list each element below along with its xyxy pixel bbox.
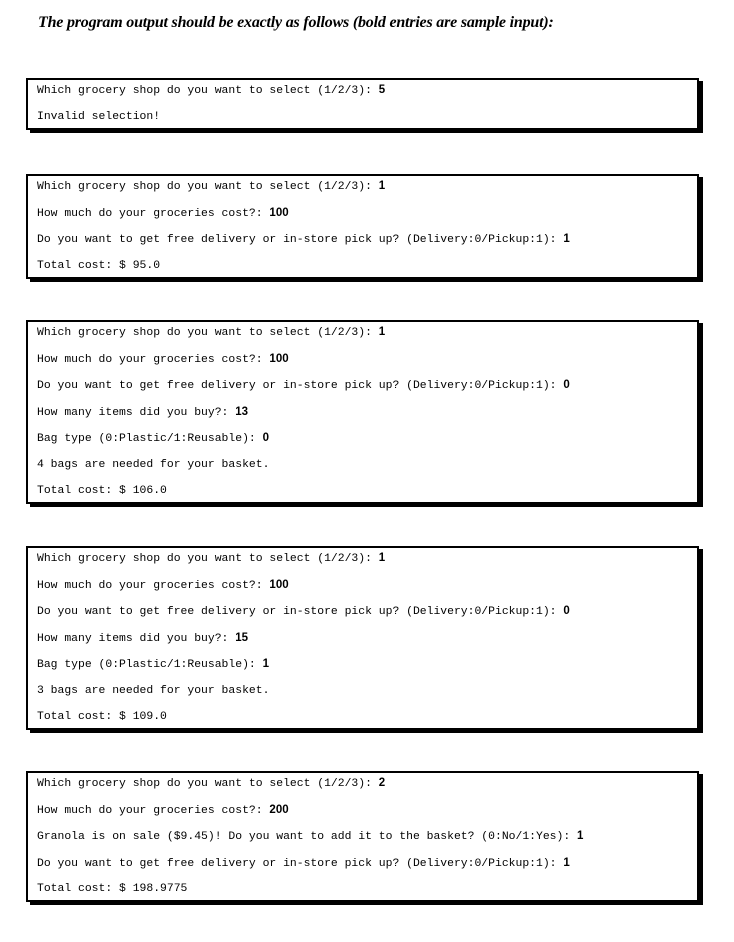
transcript-line	[37, 657, 269, 672]
prompt-text: Do you want to get free delivery or in-store pick up? (Delivery:0/Pickup:1):	[37, 234, 564, 246]
sample-input: 1	[577, 830, 584, 842]
transcript-line	[37, 776, 385, 791]
sample-input: 2	[378, 777, 386, 789]
transcript-line	[37, 405, 248, 420]
transcript-line	[37, 710, 167, 724]
sample-input: 1	[563, 233, 570, 245]
transcript-line	[37, 882, 187, 896]
output-text: Total cost: $ 109.0	[37, 711, 167, 723]
transcript-box-5	[26, 771, 699, 902]
sample-input: 0	[262, 432, 269, 444]
transcript-line	[37, 378, 570, 393]
prompt-text: Which grocery shop do you want to select (1/2/3):	[37, 778, 379, 790]
sample-input: 100	[269, 352, 289, 365]
sample-input: 0	[563, 379, 570, 391]
transcript-line	[37, 325, 385, 340]
prompt-text: Granola is on sale ($9.45)! Do you want to add it to the basket? (0:No/1:Yes):	[37, 831, 578, 843]
prompt-text: Do you want to get free delivery or in-store pick up? (Delivery:0/Pickup:1):	[37, 857, 564, 870]
sample-input: 100	[269, 206, 289, 219]
transcript-line	[37, 578, 289, 593]
transcript-line	[37, 631, 248, 646]
page-heading: The program output should be exactly as follows (bold entries are sample input):	[38, 14, 554, 31]
prompt-text: How much do your groceries cost?:	[37, 579, 270, 592]
transcript-box-4	[26, 546, 699, 730]
prompt-text: Bag type (0:Plastic/1:Reusable):	[37, 433, 263, 445]
prompt-text: Which grocery shop do you want to select (1/2/3):	[37, 85, 379, 97]
prompt-text: Bag type (0:Plastic/1:Reusable):	[37, 659, 263, 671]
sample-input: 5	[378, 84, 386, 96]
transcript-line	[37, 484, 167, 498]
prompt-text: How many items did you buy?:	[37, 406, 236, 419]
output-text: Invalid selection!	[37, 110, 161, 123]
transcript-line	[37, 551, 385, 566]
transcript-box-3	[26, 320, 699, 504]
prompt-text: Which grocery shop do you want to select (1/2/3):	[37, 553, 379, 565]
prompt-text: How much do your groceries cost?:	[37, 353, 270, 366]
sample-input: 1	[378, 180, 386, 192]
transcript-line	[37, 856, 570, 871]
prompt-text: Which grocery shop do you want to select (1/2/3):	[37, 327, 379, 339]
prompt-text: How many items did you buy?:	[37, 632, 236, 645]
transcript-line	[37, 684, 269, 698]
output-text: 3 bags are needed for your basket.	[37, 684, 270, 697]
sample-input: 1	[563, 856, 570, 869]
transcript-box-1	[26, 78, 699, 130]
sample-input: 100	[269, 578, 289, 591]
sample-input: 1	[378, 552, 386, 564]
transcript-line	[37, 232, 570, 247]
sample-input: 0	[563, 605, 570, 617]
prompt-text: Do you want to get free delivery or in-store pick up? (Delivery:0/Pickup:1):	[37, 380, 564, 392]
prompt-text: How much do your groceries cost?:	[37, 207, 270, 220]
transcript-line	[37, 179, 385, 194]
transcript-line	[37, 110, 160, 124]
transcript-line	[37, 829, 583, 844]
output-text: Total cost: $ 106.0	[37, 485, 167, 497]
sample-input: 15	[235, 631, 249, 644]
transcript-line	[37, 431, 269, 446]
output-text: 4 bags are needed for your basket.	[37, 458, 270, 471]
sample-input: 200	[269, 803, 289, 816]
transcript-line	[37, 604, 570, 619]
transcript-line	[37, 83, 385, 98]
output-text: Total cost: $ 95.0	[37, 259, 161, 272]
transcript-line	[37, 352, 289, 367]
prompt-text: Which grocery shop do you want to select (1/2/3):	[37, 181, 379, 193]
sample-input: 1	[378, 326, 386, 338]
prompt-text: Do you want to get free delivery or in-store pick up? (Delivery:0/Pickup:1):	[37, 606, 564, 618]
prompt-text: How much do your groceries cost?:	[37, 804, 270, 817]
output-text: Total cost: $ 198.9775	[37, 883, 188, 895]
transcript-line	[37, 206, 289, 221]
sample-input: 1	[262, 658, 269, 670]
transcript-line	[37, 803, 289, 818]
transcript-line	[37, 458, 269, 472]
sample-input: 13	[235, 405, 249, 418]
transcript-box-2	[26, 174, 699, 279]
transcript-line	[37, 259, 160, 273]
